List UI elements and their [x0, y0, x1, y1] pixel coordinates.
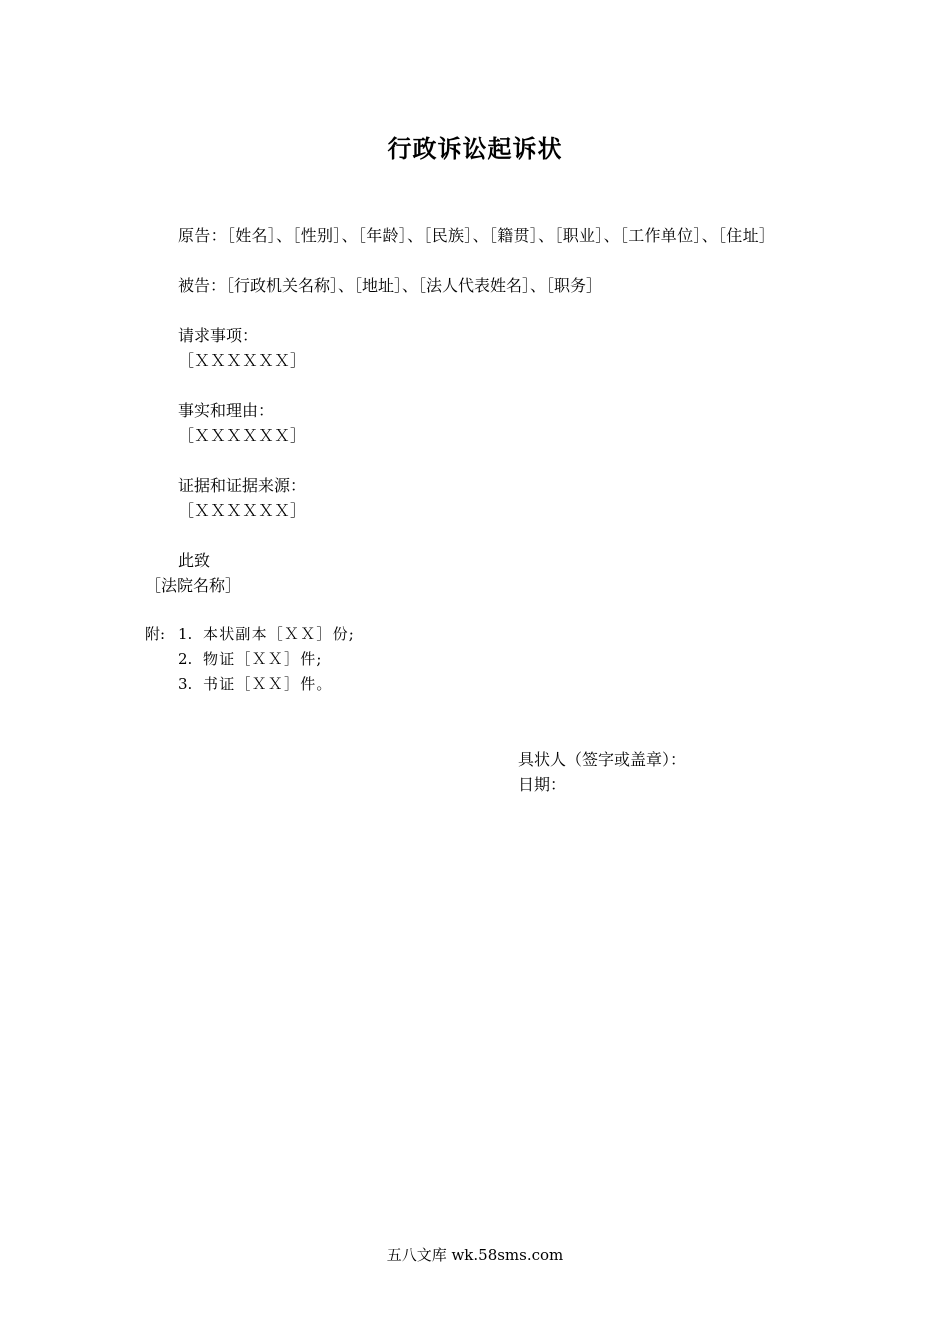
claims-body: ［ＸＸＸＸＸＸ］ — [178, 351, 307, 370]
plaintiff-info: 原告：［姓名］、［性别］、［年龄］、［民族］、［籍贯］、［职业］、［工作单位］、［住址］ — [178, 226, 776, 245]
facts-heading: 事实和理由： — [178, 401, 275, 420]
salutation: 此致 — [178, 551, 211, 570]
defendant-info: 被告：［行政机关名称］、［地址］、［法人代表姓名］、［职务］ — [178, 276, 603, 295]
evidence-body: ［ＸＸＸＸＸＸ］ — [178, 501, 307, 520]
evidence-heading: 证据和证据来源： — [178, 476, 307, 495]
attachments-label: 附: — [145, 625, 166, 643]
attachment-number: 2. — [178, 650, 193, 668]
date-line: 日期： — [518, 775, 567, 794]
attachment-number: 3. — [178, 675, 193, 693]
attachment-number: 1. — [178, 625, 193, 643]
facts-body: ［ＸＸＸＸＸＸ］ — [178, 426, 307, 445]
footer-watermark: 五八文库 wk.58sms.com — [386, 1246, 564, 1264]
attachment-item: 书证［ＸＸ］件。 — [203, 675, 333, 693]
attachment-item: 物证［ＸＸ］件; — [203, 650, 323, 668]
court-name: ［法院名称］ — [145, 576, 242, 595]
attachment-item: 本状副本［ＸＸ］份; — [203, 625, 356, 643]
signer-line: 具状人（签字或盖章）： — [518, 750, 687, 769]
claims-heading: 请求事项： — [178, 326, 259, 345]
document-title: 行政诉讼起诉状 — [387, 134, 563, 163]
